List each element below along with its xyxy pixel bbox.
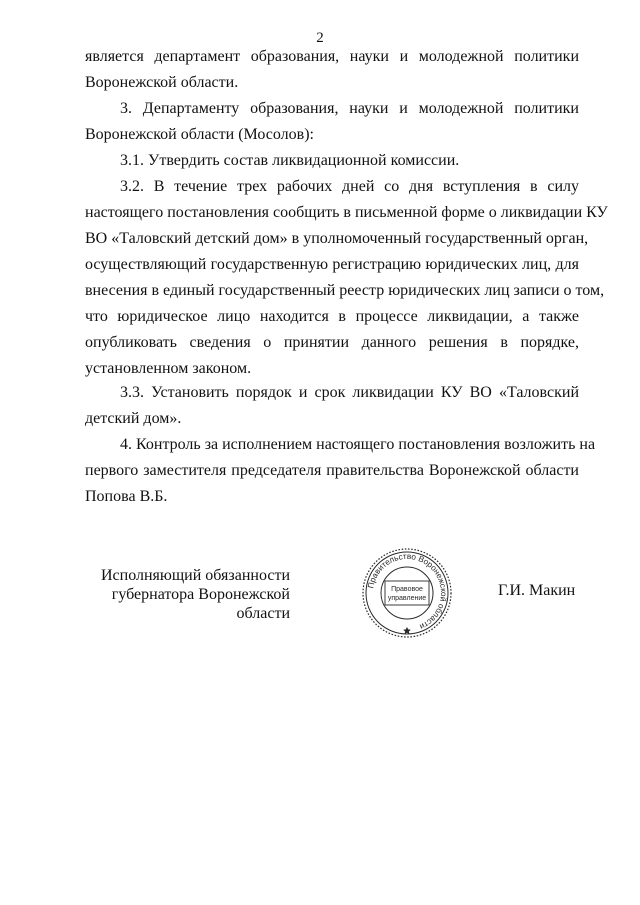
stamp-inner-text: управление — [387, 595, 427, 602]
text-line: настоящего постановления сообщить в письменной форме о ликвидации КУ — [85, 204, 608, 221]
text-line: ВО «Таловский детский дом» в уполномоченный государственный орган, — [85, 230, 589, 247]
text-line: 3. Департаменту образования, науки и молодежной политики — [120, 100, 579, 117]
text-line: является департамент образования, науки и молодежной политики — [85, 48, 579, 65]
text-line: 3.3. Установить порядок и срок ликвидации КУ ВО «Таловский — [120, 384, 579, 401]
text-line: 3.2. В течение трех рабочих дней со дня вступления в силу — [120, 178, 579, 195]
text-line: 3.1. Утвердить состав ликвидационной комиссии. — [120, 152, 460, 169]
page-number: 2 — [316, 30, 324, 46]
text-line: Попова В.Б. — [85, 488, 168, 505]
official-stamp — [361, 547, 453, 639]
stamp-ring-text: Правительство Воронежской области — [366, 551, 449, 632]
text-line: Воронежской области. — [85, 74, 239, 91]
signatory-title-line: Исполняющий обязанности — [100, 567, 290, 584]
text-line: первого заместителя председателя правительства Воронежской области — [85, 462, 579, 479]
text-line: установленном законом. — [85, 360, 252, 377]
stamp-inner-text: Правовое — [391, 586, 423, 593]
text-line: что юридическое лицо находится в процессе ликвидации, а также — [85, 308, 579, 325]
stamp-star-icon — [403, 627, 411, 634]
text-line: внесения в единый государственный реестр юридических лиц записи о том, — [85, 282, 605, 299]
signatory-name: Г.И. Макин — [498, 582, 576, 599]
signatory-title-line: губернатора Воронежской области — [111, 586, 290, 622]
text-line: осуществляющий государственную регистрацию юридических лиц, для — [85, 256, 579, 273]
text-line: опубликовать сведения о принятии данного решения в порядке, — [85, 334, 579, 351]
signatory-title — [75, 566, 290, 623]
text-line: Воронежской области (Мосолов): — [85, 126, 314, 143]
text-line: 4. Контроль за исполнением настоящего постановления возложить на — [120, 436, 596, 453]
text-line: детский дом». — [85, 410, 182, 427]
